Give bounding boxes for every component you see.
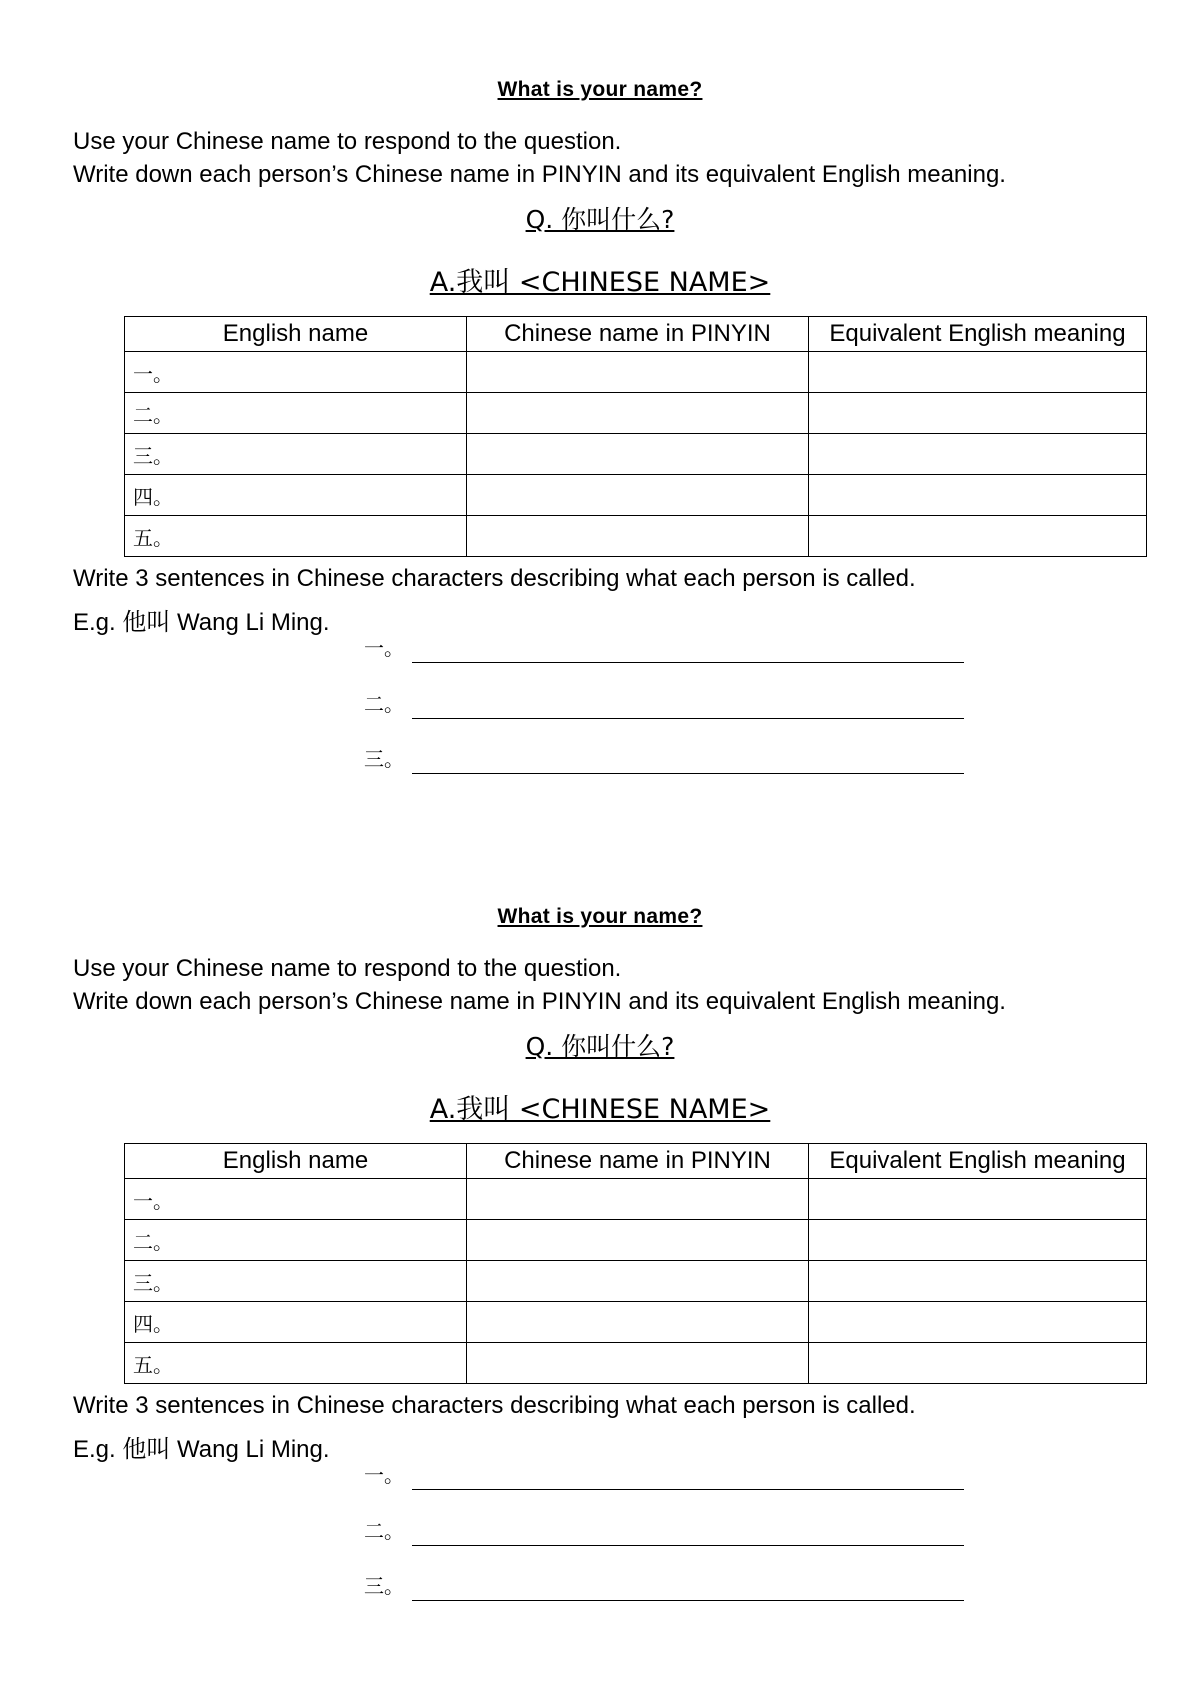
header-english-name: English name — [125, 1144, 467, 1179]
instruction-line-2: Write down each person’s Chinese name in PINYIN and its equivalent English meaning. — [73, 988, 1006, 1015]
names-table — [124, 316, 1147, 557]
meaning-cell[interactable] — [809, 475, 1147, 516]
writing-line[interactable] — [412, 773, 964, 774]
table-row — [125, 434, 1147, 475]
meaning-cell[interactable] — [809, 1302, 1147, 1343]
table-row — [125, 1343, 1147, 1384]
question-text: Q. 你叫什么? — [525, 205, 675, 234]
row-number-cell[interactable]: 二。 — [125, 1220, 467, 1261]
question-text: Q. 你叫什么? — [525, 1032, 675, 1061]
line-number: 一。 — [364, 1463, 404, 1487]
answer-line-2[interactable] — [364, 689, 964, 719]
worksheet-title: What is your name? — [497, 78, 703, 101]
writing-line[interactable] — [412, 1545, 964, 1546]
meaning-cell[interactable] — [809, 1261, 1147, 1302]
header-english-meaning: Equivalent English meaning — [809, 1144, 1147, 1179]
table-row — [125, 352, 1147, 393]
table-row — [125, 1302, 1147, 1343]
row-number-cell[interactable]: 四。 — [125, 1302, 467, 1343]
pinyin-cell[interactable] — [467, 1179, 809, 1220]
writing-line[interactable] — [412, 1489, 964, 1490]
sentence-instruction: Write 3 sentences in Chinese characters describing what each person is called. — [73, 1392, 916, 1419]
answer-template: A.我叫 <CHINESE NAME> — [429, 267, 771, 298]
pinyin-cell[interactable] — [467, 1302, 809, 1343]
row-number-cell[interactable]: 三。 — [125, 434, 467, 475]
instruction-line-1: Use your Chinese name to respond to the question. — [73, 128, 622, 155]
meaning-cell[interactable] — [809, 352, 1147, 393]
row-number-cell[interactable]: 二。 — [125, 393, 467, 434]
pinyin-cell[interactable] — [467, 516, 809, 557]
table-header-row — [125, 1144, 1147, 1179]
example-sentence: E.g. 他叫 Wang Li Ming. — [73, 1436, 330, 1463]
line-number: 一。 — [364, 636, 404, 660]
header-english-meaning: Equivalent English meaning — [809, 317, 1147, 352]
writing-line[interactable] — [412, 718, 964, 719]
row-number-cell[interactable]: 五。 — [125, 516, 467, 557]
header-english-name: English name — [125, 317, 467, 352]
pinyin-cell[interactable] — [467, 434, 809, 475]
pinyin-cell[interactable] — [467, 393, 809, 434]
line-number: 二。 — [364, 1519, 404, 1543]
table-row — [125, 1179, 1147, 1220]
sentence-instruction: Write 3 sentences in Chinese characters describing what each person is called. — [73, 565, 916, 592]
row-number-cell[interactable]: 一。 — [125, 1179, 467, 1220]
table-row — [125, 1220, 1147, 1261]
table-row — [125, 516, 1147, 557]
row-number-cell[interactable]: 三。 — [125, 1261, 467, 1302]
line-number: 二。 — [364, 692, 404, 716]
row-number-cell[interactable]: 五。 — [125, 1343, 467, 1384]
instruction-line-1: Use your Chinese name to respond to the question. — [73, 955, 622, 982]
pinyin-cell[interactable] — [467, 1220, 809, 1261]
names-table — [124, 1143, 1147, 1384]
meaning-cell[interactable] — [809, 516, 1147, 557]
writing-line[interactable] — [412, 662, 964, 663]
table-row — [125, 393, 1147, 434]
pinyin-cell[interactable] — [467, 1261, 809, 1302]
meaning-cell[interactable] — [809, 1220, 1147, 1261]
worksheet-title: What is your name? — [497, 905, 703, 928]
meaning-cell[interactable] — [809, 434, 1147, 475]
pinyin-cell[interactable] — [467, 352, 809, 393]
header-chinese-pinyin: Chinese name in PINYIN — [467, 317, 809, 352]
line-number: 三。 — [364, 747, 404, 771]
answer-line-3[interactable] — [364, 1571, 964, 1601]
table-row — [125, 1261, 1147, 1302]
pinyin-cell[interactable] — [467, 475, 809, 516]
answer-line-1[interactable] — [364, 1460, 964, 1490]
answer-line-2[interactable] — [364, 1516, 964, 1546]
row-number-cell[interactable]: 四。 — [125, 475, 467, 516]
meaning-cell[interactable] — [809, 1179, 1147, 1220]
writing-line[interactable] — [412, 1600, 964, 1601]
table-row — [125, 475, 1147, 516]
meaning-cell[interactable] — [809, 393, 1147, 434]
answer-line-3[interactable] — [364, 744, 964, 774]
header-chinese-pinyin: Chinese name in PINYIN — [467, 1144, 809, 1179]
answer-template: A.我叫 <CHINESE NAME> — [429, 1094, 771, 1125]
meaning-cell[interactable] — [809, 1343, 1147, 1384]
instruction-line-2: Write down each person’s Chinese name in PINYIN and its equivalent English meaning. — [73, 161, 1006, 188]
row-number-cell[interactable]: 一。 — [125, 352, 467, 393]
answer-line-1[interactable] — [364, 633, 964, 663]
example-sentence: E.g. 他叫 Wang Li Ming. — [73, 609, 330, 636]
table-header-row — [125, 317, 1147, 352]
line-number: 三。 — [364, 1574, 404, 1598]
pinyin-cell[interactable] — [467, 1343, 809, 1384]
